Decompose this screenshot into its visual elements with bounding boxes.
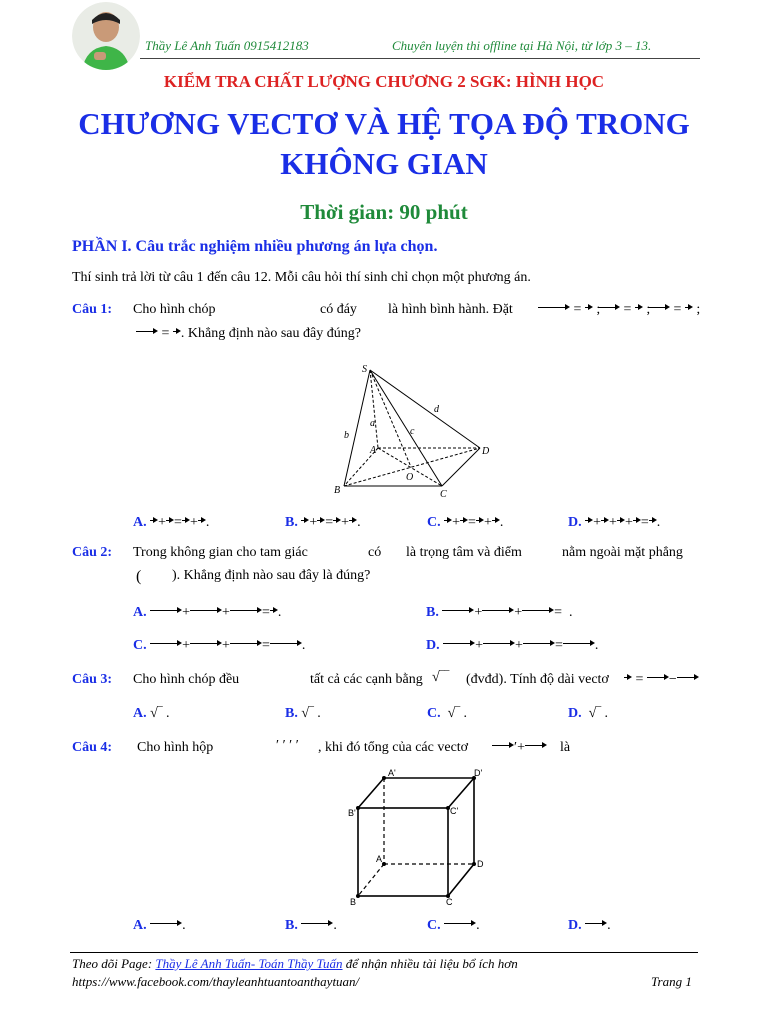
vector-arrow [150, 921, 182, 931]
vector-arrow [482, 608, 514, 618]
vector-arrow [230, 641, 262, 651]
q2-option-b-label: B. [426, 605, 439, 620]
q2-option-a[interactable]: A. + + = . [133, 605, 282, 620]
page-number: Trang 1 [651, 974, 692, 989]
vector-arrow [525, 743, 547, 753]
vector-arrow [492, 518, 500, 528]
q3-text1: Cho hình chóp đều [133, 672, 240, 687]
vector-arrow [635, 305, 643, 315]
q4-primes: ′ ′ ′ ′ [276, 738, 299, 753]
vector-arrow [190, 608, 222, 618]
fig1-label-o: O [406, 472, 414, 483]
q3-option-a-label: A. [133, 706, 147, 721]
fig1-label-s: S [362, 364, 367, 375]
author-avatar [72, 2, 140, 70]
vector-arrow [617, 518, 625, 528]
q1-text2: có đáy [320, 302, 357, 317]
vector-arrow [585, 921, 607, 931]
q3-option-d[interactable]: D. √‾ . [568, 706, 608, 721]
footer-page-link[interactable]: Thầy Lê Anh Tuấn- Toán Thầy Tuấn [155, 956, 343, 971]
chapter-title-line2: KHÔNG GIAN [280, 146, 488, 181]
q1-option-b[interactable]: B. + = + . [285, 515, 361, 530]
q4-label: Câu 4: [72, 740, 113, 755]
vector-arrow [492, 743, 514, 753]
chapter-title-line1: CHƯƠNG VECTƠ VÀ HỆ TỌA ĐỘ TRONG [78, 106, 690, 141]
fig1-label-c: C [440, 489, 447, 500]
fig1-label-vb: b [344, 430, 349, 441]
part1-instruction: Thí sinh trả lời từ câu 1 đến câu 12. Mỗi câu hỏi thí sinh chỉ chọn một phương án. [72, 270, 531, 285]
q4-eq [492, 740, 547, 756]
q1-text3: là hình bình hành. Đặt [388, 302, 513, 317]
q4-option-c-label: C. [427, 918, 441, 933]
q4-option-c[interactable]: C. . [427, 918, 480, 933]
q2-text4: nằm ngoài mặt phẳng [562, 545, 683, 560]
vector-arrow [444, 921, 476, 931]
vector-arrow [230, 608, 262, 618]
vector-arrow [685, 305, 693, 315]
fig2-label-a1: A' [388, 768, 396, 778]
q2-option-c[interactable]: C. + + = . [133, 638, 306, 653]
vector-arrow [585, 518, 593, 528]
q3-sqrt: √‾‾ [432, 670, 450, 685]
q1-eq3-sign: = [673, 302, 682, 317]
q4-text5: là [560, 740, 571, 755]
q3-label: Câu 3: [72, 672, 113, 687]
q4-plus: ′+ [514, 740, 525, 755]
vector-arrow [677, 675, 699, 685]
vector-arrow [270, 641, 302, 651]
q1-text1: Cho hình chóp [133, 302, 216, 317]
q1-option-a[interactable]: A. + = + . [133, 515, 210, 530]
q3-text2: tất cả các cạnh bằng [310, 672, 423, 687]
vector-arrow [648, 305, 670, 315]
exam-time: Thời gian: 90 phút [300, 200, 468, 224]
vector-arrow [601, 518, 609, 528]
header-author: Thầy Lê Anh Tuấn 0915412183 [145, 38, 309, 53]
chapter-title [0, 104, 768, 184]
vector-arrow [523, 641, 555, 651]
pyramid-figure [330, 360, 500, 500]
vector-arrow [585, 305, 593, 315]
vector-arrow [136, 329, 158, 339]
q1-option-b-label: B. [285, 515, 298, 530]
q4-text1: Cho hình hộp [137, 740, 214, 755]
q2-text6: ). Khẳng định nào sau đây là đúng? [172, 568, 371, 583]
fig2-label-d1: D' [474, 768, 483, 778]
vector-arrow [150, 518, 158, 528]
fig2-label-b: B [350, 897, 357, 906]
q4-option-b[interactable]: B. . [285, 918, 337, 933]
q2-option-d-label: D. [426, 638, 440, 653]
q1-text-end: . Khẳng định nào sau đây đúng? [180, 326, 361, 341]
fig2-label-a: A [376, 854, 383, 864]
q1-eq1-sign: = [573, 302, 582, 317]
vector-arrow [522, 608, 554, 618]
q2-option-b[interactable]: B. + + = . [426, 605, 573, 620]
fig2-label-c: C [446, 897, 453, 906]
vector-arrow [483, 641, 515, 651]
q1-label: Câu 1: [72, 302, 113, 317]
vector-arrow [349, 518, 357, 528]
q2-label: Câu 2: [72, 545, 113, 560]
q4-option-b-label: B. [285, 918, 298, 933]
fig2-label-b1: B' [348, 808, 356, 818]
fig1-label-d: D [482, 446, 490, 457]
vector-arrow [538, 305, 570, 315]
vector-arrow [150, 608, 182, 618]
fig1-label-vd: d [434, 404, 439, 415]
fig1-label-vc: c [410, 426, 415, 437]
fig1-label-va: a [370, 418, 375, 429]
q3-option-c-label: C. [427, 706, 441, 721]
q4-option-d-label: D. [568, 918, 582, 933]
vector-arrow [166, 518, 174, 528]
q1-option-d[interactable]: D. + + + = . [568, 515, 661, 530]
footer-divider [70, 952, 698, 953]
fig1-label-b: B [334, 485, 341, 496]
footer-follow-line [72, 956, 518, 972]
q1-eq2: = ; [598, 302, 650, 318]
vector-arrow [460, 518, 468, 528]
fig2-label-c1: C' [450, 806, 459, 816]
q2-text3: là trọng tâm và điểm [406, 545, 522, 560]
vector-arrow [301, 921, 333, 931]
fig1-label-a: A [370, 445, 377, 456]
q3-option-d-label: D. [568, 706, 582, 721]
vector-arrow [150, 641, 182, 651]
q3-option-c[interactable]: C. √‾ . [427, 706, 467, 721]
q2-option-a-label: A. [133, 605, 147, 620]
vector-arrow [198, 518, 206, 528]
exam-title: KIỂM TRA CHẤT LƯỢNG CHƯƠNG 2 SGK: HÌNH HỌC [163, 72, 605, 91]
q4-option-a[interactable]: A. . [133, 918, 186, 933]
vector-arrow [301, 518, 309, 528]
q2-option-d[interactable]: D. + + = . [426, 638, 599, 653]
q1-eq2-sign: = [623, 302, 632, 317]
vector-arrow [317, 518, 325, 528]
q1-option-c-label: C. [427, 515, 441, 530]
vector-arrow [173, 329, 181, 339]
vector-arrow [647, 675, 669, 685]
footer-url[interactable]: https://www.facebook.com/thayleanhtuantoanthaytuan/ [72, 974, 360, 989]
q4-text3: , khi đó tổng của các vectơ [318, 740, 469, 755]
q2-option-c-label: C. [133, 638, 147, 653]
vector-arrow [624, 675, 632, 685]
q1-option-c[interactable]: C. + = + . [427, 515, 504, 530]
q1-eq4-sign: = [161, 326, 170, 341]
fig2-label-d: D [477, 859, 484, 869]
footer-follow-text: Theo dõi Page: [72, 956, 153, 971]
q3-minus-sign: − [668, 672, 677, 687]
q3-option-b-label: B. [285, 706, 298, 721]
q1-eq4 [136, 326, 361, 342]
vector-arrow [190, 641, 222, 651]
header-divider [140, 58, 700, 59]
part1-title: PHẦN I. Câu trắc nghiệm nhiều phương án lựa chọn. [72, 238, 438, 255]
q3-option-a[interactable]: A. √‾ . [133, 706, 170, 721]
vector-arrow [649, 518, 657, 528]
vector-arrow [333, 518, 341, 528]
q1-eq3: = ; [648, 302, 700, 318]
q3-eq [624, 672, 699, 688]
q3-text3: (đvđd). Tính độ dài vectơ [466, 672, 609, 687]
q2-text2: có [368, 545, 382, 560]
vector-arrow [442, 608, 474, 618]
q2-paren-open: ( [136, 568, 142, 585]
q3-eq-sign: = [635, 672, 644, 687]
q1-eq1: = ; [538, 302, 600, 318]
vector-arrow [633, 518, 641, 528]
q2-text1: Trong không gian cho tam giác [133, 545, 308, 560]
q1-option-a-label: A. [133, 515, 147, 530]
vector-arrow [270, 608, 278, 618]
vector-arrow [444, 518, 452, 528]
cube-figure [344, 766, 494, 906]
vector-arrow [476, 518, 484, 528]
footer-rest-text: để nhận nhiều tài liệu bổ ích hơn [345, 956, 518, 971]
q4-option-d[interactable]: D. . [568, 918, 611, 933]
vector-arrow [598, 305, 620, 315]
vector-arrow [182, 518, 190, 528]
q4-option-a-label: A. [133, 918, 147, 933]
vector-arrow [443, 641, 475, 651]
q1-option-d-label: D. [568, 515, 582, 530]
header-course: Chuyên luyện thi offline tại Hà Nội, từ lớp 3 – 13. [392, 38, 652, 53]
q3-option-b[interactable]: B. √‾ . [285, 706, 321, 721]
vector-arrow [563, 641, 595, 651]
